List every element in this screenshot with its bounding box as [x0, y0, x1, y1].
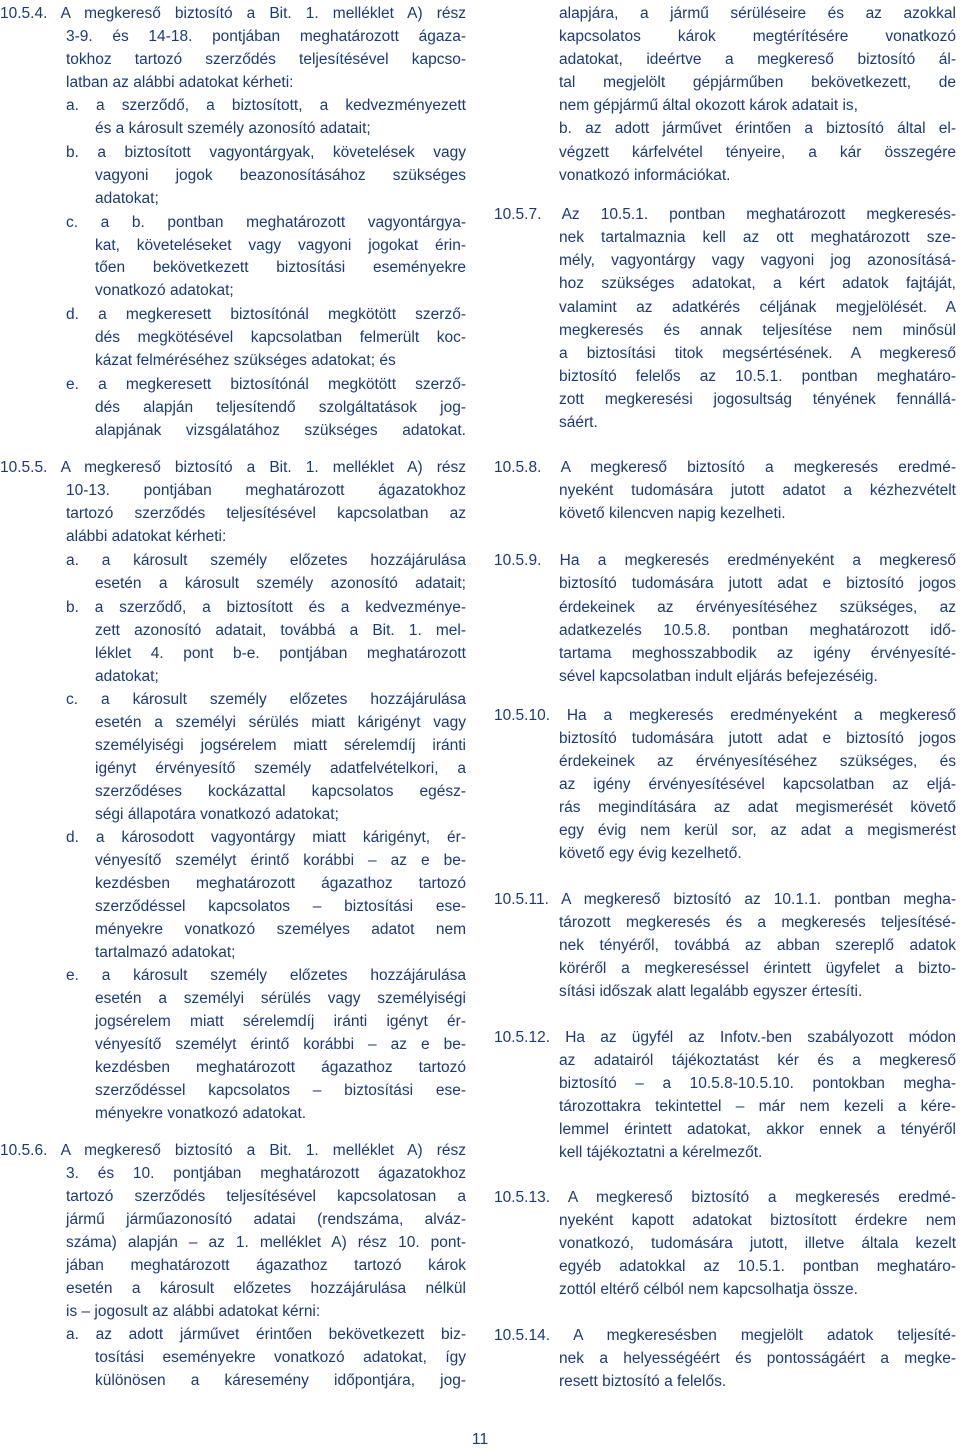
text-line: végzett kárfelvétel tényeire, a kár összegére — [559, 144, 956, 161]
text-line: az igény érvényesítésével kapcsolatban az eljá- — [559, 776, 956, 793]
text-line: c. a károsult személy előzetes hozzájárulása — [66, 691, 466, 708]
text-line: 3. és 10. pontjában meghatározott ágazatokhoz — [66, 1165, 466, 1182]
text-line: adatokat, ideértve a megkereső biztosító ál- — [559, 51, 956, 68]
text-line: dés megkötésével kapcsolatban felmerült koc- — [95, 329, 466, 346]
text-line: biztosító tudomására jutott adat e biztosító jogos — [559, 730, 956, 747]
text-line: tartozó szerződés teljesítésével kapcsolatosan a — [66, 1188, 466, 1205]
text-line: szerződéssel kapcsolatos – biztosítási ese- — [95, 1082, 466, 1099]
text-line: különösen a káresemény időpontjára, jog- — [95, 1372, 466, 1389]
text-line: 10.5.14. A megkeresésben megjelölt adatok teljesíté- — [494, 1327, 956, 1344]
text-line: tartozó szerződés teljesítésével kapcsolatban az — [66, 505, 466, 522]
text-line: igényt érvényesítő személy adatfelvételkori, a — [95, 760, 466, 777]
text-line: tal megjelölt gépjárműben bekövetkezett, de — [559, 74, 956, 91]
text-line: d. a megkeresett biztosítónál megkötött szerző- — [66, 306, 466, 323]
text-line: 10.5.11. A megkereső biztosító az 10.1.1. pontban megha- — [494, 891, 956, 908]
text-line: esetén a károsult előzetes hozzájárulása nélkül — [66, 1280, 466, 1297]
text-line: alapjára, a jármű sérüléseire és az azokkal — [559, 5, 956, 22]
text-line: 3-9. és 14-18. pontjában meghatározott ágaza- — [66, 28, 466, 45]
text-line: 10.5.5. A megkereső biztosító a Bit. 1. melléklet A) rész — [0, 459, 466, 476]
text-line: szerződéssel kapcsolatos – biztosítási ese- — [95, 898, 466, 915]
text-line: jármű járműazonosító adatai (rendszáma, alváz- — [66, 1211, 466, 1228]
text-line: b. a szerződő, a biztosított és a kedvezménye- — [66, 599, 466, 616]
text-line: léklet 4. pont b-e. pontjában meghatározott — [95, 645, 466, 662]
text-line: zott megkeresési jogosultság tényének fennállá- — [559, 391, 956, 408]
text-line: biztosító – a 10.5.8-10.5.10. pontokban megha- — [559, 1075, 956, 1092]
text-line: köréről a megkereséssel érintett ügyfelet a bizto- — [559, 960, 956, 977]
text-line: követő kilencven napig kezelheti. — [559, 505, 786, 522]
text-line: kázat felméréséhez szükséges adatokat; és — [95, 352, 396, 369]
text-line: mély, vagyontárgy vagy vagyoni jog azonosításá- — [559, 252, 956, 269]
text-line: alábbi adatokat kérheti: — [66, 528, 227, 545]
text-line: d. a károsodott vagyontárgy miatt kárigényt, ér- — [66, 829, 466, 846]
text-line: kell tájékoztatni a kérelmezőt. — [559, 1144, 763, 1161]
text-line: rás megindítására az adat megismerését követő — [559, 799, 956, 816]
text-line: dés alapján teljesítendő szolgáltatások jog- — [95, 399, 466, 416]
text-line: a. a szerződő, a biztosított, a kedvezményezett — [66, 97, 466, 114]
text-line: 10.5.12. Ha az ügyfél az Infotv.-ben szabályozott módon — [494, 1029, 956, 1046]
text-line: vagyoni jogok beazonosításához szükséges — [95, 167, 466, 184]
text-line: b. a biztosított vagyontárgyak, követelések vagy — [66, 144, 466, 161]
text-line: biztosító tudomására jutott adat e biztosító jogos — [559, 575, 956, 592]
text-line: nyeként kapott adatokat biztosított érdekre nem — [559, 1212, 956, 1229]
text-line: tartalmazó adatokat; — [95, 944, 236, 961]
text-line: kat, követeléseket vagy vagyoni jogokat érin- — [95, 237, 466, 254]
text-line: 10.5.8. A megkereső biztosító a megkeresés eredmé- — [494, 459, 956, 476]
text-line: ményekre vonatkozó adatokat. — [95, 1105, 307, 1122]
text-line: nem gépjármű által okozott károk adatait is, — [559, 97, 858, 114]
text-line: 10-13. pontjában meghatározott ágazatokhoz — [66, 482, 466, 499]
text-line: 10.5.13. A megkereső biztosító a megkeresés eredmé- — [494, 1189, 956, 1206]
text-line: tartama meghosszabbodik az igény érvényesíté- — [559, 645, 956, 662]
text-line: e. a károsult személy előzetes hozzájárulása — [66, 967, 466, 984]
text-line: is – jogosult az alábbi adatokat kérni: — [66, 1303, 321, 1320]
text-line: tározott megkeresés és a megkeresés teljesítésé- — [559, 914, 956, 931]
text-line: vonatkozó adatokat; — [95, 282, 234, 299]
text-line: 10.5.10. Ha a megkeresés eredményeként a megkereső — [494, 707, 956, 724]
text-line: érdekeinek az érvényesítéséhez szükséges, az — [559, 599, 956, 616]
text-line: száma) alapján – az 1. melléklet A) rész 10. pont- — [66, 1234, 466, 1251]
text-line: vonatkozó, tudomására jutott, illetve általa kezelt — [559, 1235, 956, 1252]
text-line: és a károsult személy azonosító adatait; — [95, 120, 371, 137]
text-line: c. a b. pontban meghatározott vagyontárgya- — [66, 214, 466, 231]
text-line: egy évig nem kerül sor, az adat a megismerést — [559, 822, 956, 839]
text-line: az adatairól tájékoztatást kér és a megkereső — [559, 1052, 956, 1069]
text-line: tően bekövetkezett biztosítási eseményekre — [95, 259, 466, 276]
text-line: egyéb adatokkal az 10.5.1. pontban meghatáro- — [559, 1258, 956, 1275]
text-line: szerződéses kockázattal kapcsolatos egész- — [95, 783, 466, 800]
text-line: sítási időszak alatt legalább egyszer értesíti. — [559, 983, 863, 1000]
text-line: hoz szükséges adatokat, a kért adatok fajtáját, — [559, 275, 956, 292]
text-line: nek a helyességéért és pontosságáért a megke- — [559, 1350, 956, 1367]
text-line: kezdésben meghatározott ágazathoz tartozó — [95, 1059, 466, 1076]
text-line: vényesítő személyt érintő korábbi – az e be- — [95, 1036, 466, 1053]
text-line: 10.5.6. A megkereső biztosító a Bit. 1. melléklet A) rész — [0, 1142, 466, 1159]
text-line: jában meghatározott ágazathoz tartozó károk — [66, 1257, 466, 1274]
text-line: ményekre vonatkozó személyes adatot nem — [95, 921, 466, 938]
text-line: latban az alábbi adatokat kérheti: — [66, 74, 294, 91]
text-line: b. az adott járművet érintően a biztosító által el- — [559, 120, 956, 137]
text-line: kapcsolatos károk megtérítésére vonatkozó — [559, 28, 956, 45]
text-line: kezdésben meghatározott ágazathoz tartozó — [95, 875, 466, 892]
text-line: 10.5.7. Az 10.5.1. pontban meghatározott megkeresés- — [494, 206, 956, 223]
text-line: vényesítő személyt érintő korábbi – az e be- — [95, 852, 466, 869]
text-line: megkeresés és annak teljesítése nem minősül — [559, 322, 956, 339]
text-line: valamint az adatkérés céljának megjelölését. A — [559, 299, 956, 316]
text-line: 10.5.9. Ha a megkeresés eredményeként a megkereső — [494, 552, 956, 569]
text-line: esetén a károsult személy azonosító adatait; — [95, 575, 466, 592]
text-line: nyeként tudomására jutott adatot a kézhezvételt — [559, 482, 956, 499]
text-line: követő egy évig kezelhető. — [559, 845, 742, 862]
text-line: biztosító felelős az 10.5.1. pontban meghatáro- — [559, 368, 956, 385]
text-line: lemmel érintett adatokat, akkor ennek a tényéről — [559, 1121, 956, 1138]
text-line: a biztosítási titok megsértésének. A megkereső — [559, 345, 956, 362]
text-line: zottól eltérő célból nem kapcsolhatja össze. — [559, 1281, 858, 1298]
text-line: tosítási eseményekre vonatkozó adatokat, így — [95, 1349, 466, 1366]
page-number: 11 — [471, 1431, 489, 1448]
text-line: tározottakra tekintettel – már nem kezeli a kére- — [559, 1098, 956, 1115]
text-line: jogsérelem miatt sérelemdíj iránti igényt ér- — [95, 1013, 466, 1030]
text-line: vonatkozó információkat. — [559, 167, 731, 184]
text-line: tokhoz tartozó szerződés teljesítésével kapcso- — [66, 51, 466, 68]
text-line: a. az adott járművet érintően bekövetkezett biz- — [66, 1326, 466, 1343]
text-line: nek tényéről, továbbá az abban szereplő adatok — [559, 937, 956, 954]
text-line: sáért. — [559, 414, 598, 431]
text-line: e. a megkeresett biztosítónál megkötött szerző- — [66, 376, 466, 393]
text-line: resett biztosító a felelős. — [559, 1373, 727, 1390]
text-line: adatokat; — [95, 190, 159, 207]
text-line: személyiségi jogsérelem miatt sérelemdíj iránti — [95, 737, 466, 754]
text-line: zett azonosító adatait, továbbá a Bit. 1. mel- — [95, 622, 466, 639]
text-line: érdekeinek az érvényesítéséhez szükséges, és — [559, 753, 956, 770]
text-line: adatkezelés 10.5.8. pontban meghatározott idő- — [559, 622, 956, 639]
text-line: sével kapcsolatban indult eljárás befejezéséig. — [559, 668, 878, 685]
text-line: esetén a személyi sérülés vagy személyiségi — [95, 990, 466, 1007]
text-line: 10.5.4. A megkereső biztosító a Bit. 1. melléklet A) rész — [0, 5, 466, 22]
text-line: a. a károsult személy előzetes hozzájárulása — [66, 552, 466, 569]
text-line: alapjának vizsgálatához szükséges adatokat. — [95, 422, 466, 439]
text-line: esetén a személyi sérülés miatt kárigényt vagy — [95, 714, 466, 731]
text-line: nek tartalmaznia kell az ott meghatározott sze- — [559, 229, 956, 246]
text-line: adatokat; — [95, 668, 159, 685]
text-line: ségi állapotára vonatkozó adatokat; — [95, 806, 339, 823]
